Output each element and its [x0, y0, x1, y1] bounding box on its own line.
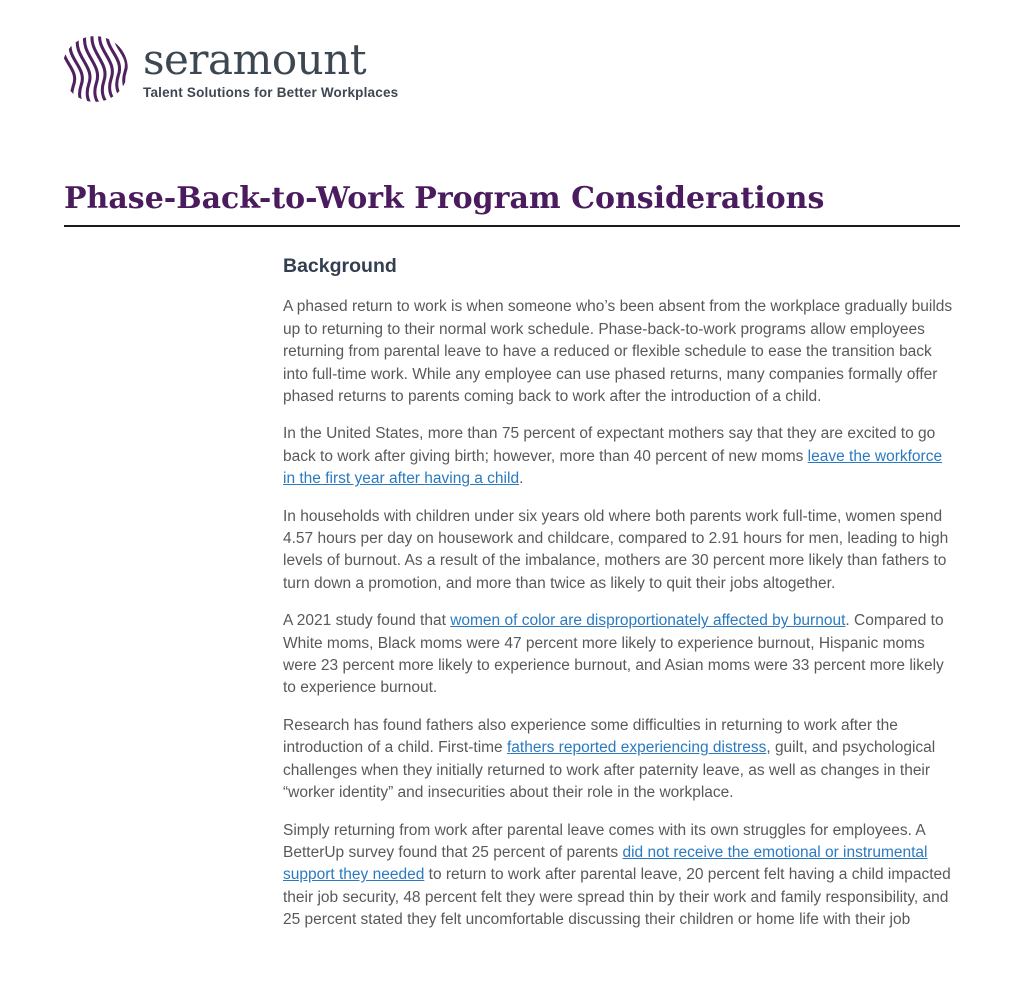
- document-body: [283, 255, 957, 947]
- body-paragraph: A 2021 study found that women of color are disproportionately affected by burnout. Compared to White moms, Black moms were 47 percent more likely to experience burnout, Hispanic moms were 23 percent more likely to experience burnout, and Asian moms were 33 percent more likely to experience burnout.: [283, 612, 944, 697]
- body-paragraph: Simply returning from work after parental leave comes with its own struggles for employees. A BetterUp survey found that 25 percent of parents did not receive the emotional or instrumental support they needed to return to work after parental leave, 20 percent felt having a child impacted their job security, 48 percent felt they were spread thin by their work and family responsibility, and 25 percent stated they felt uncomfortable discussing their children or home life with their job: [283, 821, 951, 929]
- body-paragraph: In households with children under six years old where both parents work full-time, women spend 4.57 hours per day on housework and childcare, compared to 2.91 hours for men, leading to high levels of burnout. As a result of the imbalance, mothers are 30 percent more likely than fathers to turn down a promotion, and more than twice as likely to quit their jobs altogether.: [283, 507, 949, 592]
- seramount-logo: [60, 34, 398, 104]
- brand-tagline: Talent Solutions for Better Workplaces: [143, 84, 399, 100]
- brand-wordmark: seramount: [143, 34, 367, 84]
- title-block: [64, 182, 960, 227]
- inline-link[interactable]: fathers reported experiencing distress: [506, 739, 767, 757]
- brand-text-block: [143, 34, 399, 100]
- body-paragraph: Research has found fathers also experience some difficulties in returning to work after the introduction of a child. First-time fathers reported experiencing distress, guilt, and psychological challenges when they initially returned to work after paternity leave, as well as changes in their “worker identity” and insecurities about their role in the workplace.: [283, 716, 936, 802]
- body-paragraph: A phased return to work is when someone who’s been absent from the workplace gradually builds up to returning to their normal work schedule. Phase-back-to-work programs allow employees returning from parental leave to have a reduced or flexible schedule to ease the transition back into full-time work. While any employee can use phased returns, many companies formally offer phased returns to parents coming back to work after the introduction of a child.: [283, 298, 953, 406]
- page-title: Phase-Back-to-Work Program Considerations: [64, 181, 825, 216]
- title-divider: [64, 225, 960, 227]
- paragraph-list: [283, 296, 957, 931]
- inline-link[interactable]: did not receive the emotional or instrumental support they needed: [283, 843, 928, 884]
- inline-link[interactable]: women of color are disproportionately affected by burnout: [450, 612, 846, 630]
- section-heading-background: Background: [283, 255, 397, 277]
- seramount-swirl-icon: [60, 34, 130, 104]
- body-paragraph: In the United States, more than 75 percent of expectant mothers say that they are excited to go back to work after giving birth; however, more than 40 percent of new moms leave the workforce in the first year after having a child.: [283, 425, 943, 488]
- inline-link[interactable]: leave the workforce in the first year after having a child: [283, 447, 943, 488]
